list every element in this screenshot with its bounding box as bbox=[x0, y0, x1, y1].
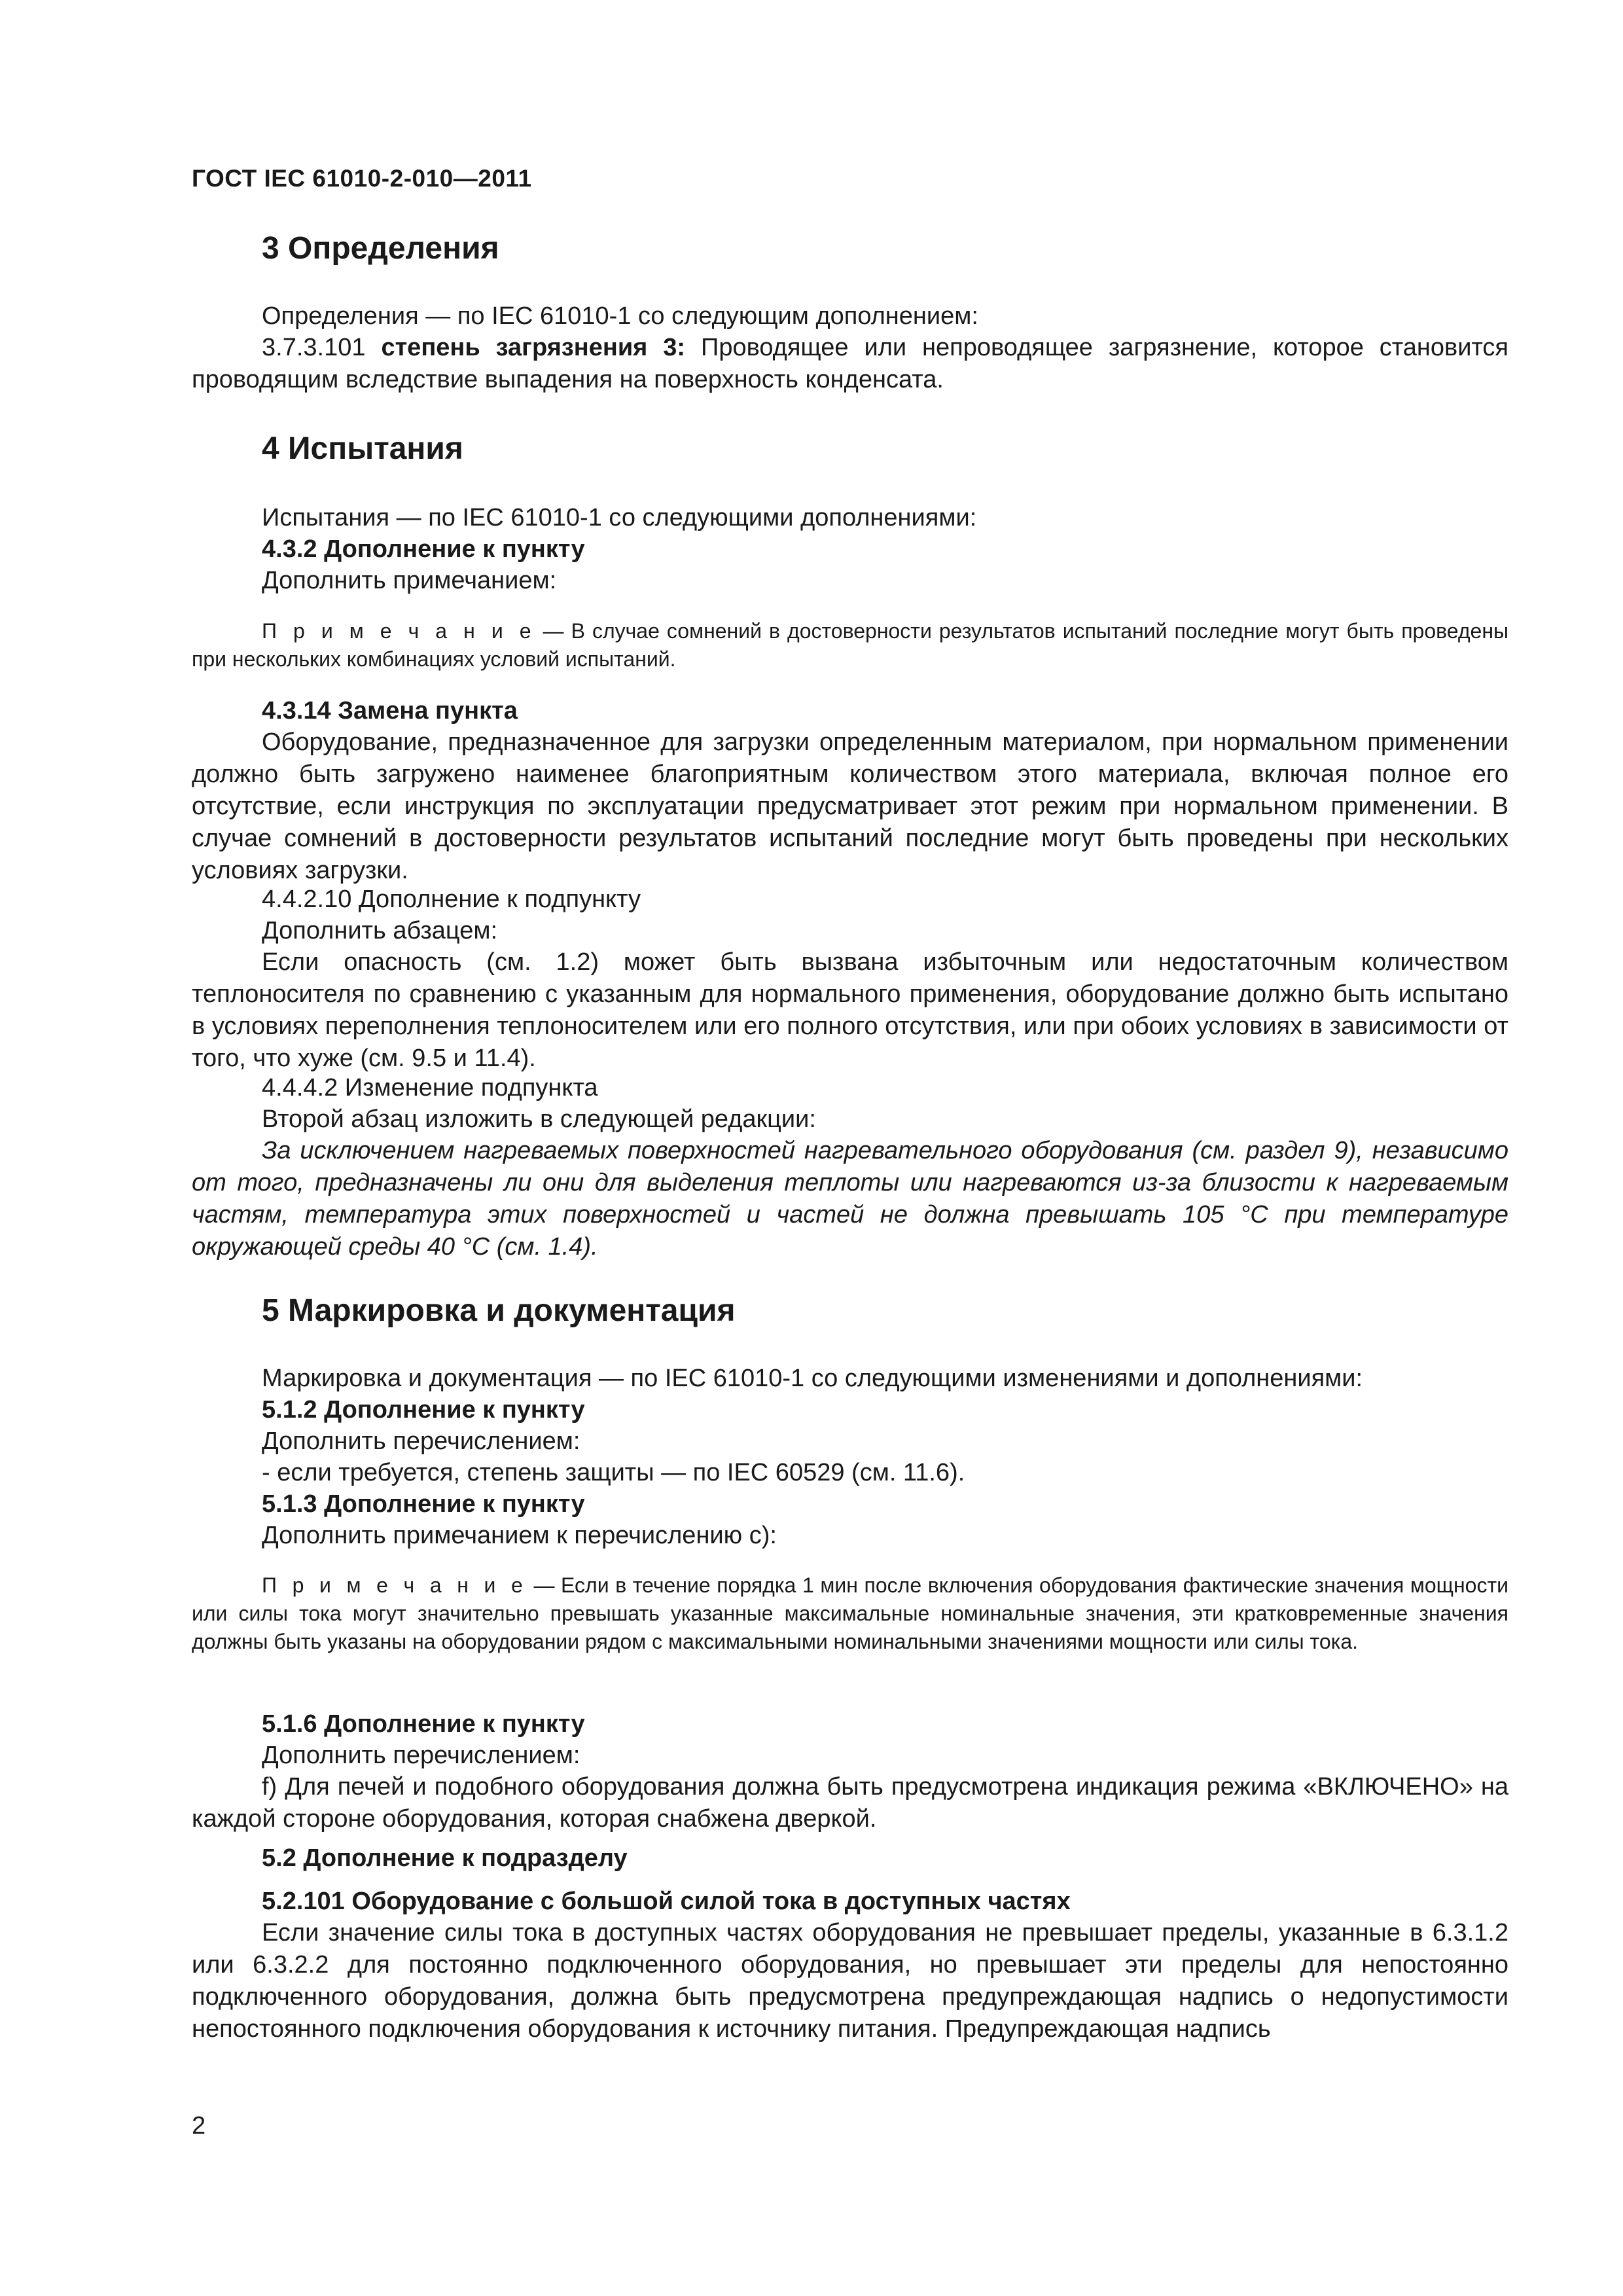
page-number: 2 bbox=[192, 2112, 206, 2140]
note-4-3-2 bbox=[192, 617, 1508, 673]
clause-4-4-4-2-text: За исключением нагреваемых поверхностей нагревательного оборудования (см. раздел 9), независимо от того, предназначены ли они для выделения теплоты или нагреваются из-за близости к нагреваемым частям, температура этих поверхностей и частей не должна превышать 105 °С при температуре окружающей среды 40 °С (см. 1.4). bbox=[192, 1137, 1508, 1261]
clause-4-4-4-2-heading: 4.4.4.2 Изменение подпункта bbox=[262, 1074, 598, 1102]
section-3-title: 3 Определения bbox=[262, 231, 499, 266]
clause-5-1-3-heading: 5.1.3 Дополнение к пункту bbox=[262, 1490, 585, 1518]
clause-5-1-6-intro: Дополнить перечислением: bbox=[262, 1742, 580, 1769]
clause-5-1-6-heading: 5.1.6 Дополнение к пункту bbox=[262, 1710, 585, 1738]
note-text: — В случае сомнений в достоверности результатов испытаний последние могут быть проведены при нескольких комбинациях условий испытаний. bbox=[192, 619, 1509, 671]
definition-term: степень загрязнения 3: bbox=[381, 334, 686, 361]
definition-3-7-3-101 bbox=[192, 332, 1508, 396]
section-4-title: 4 Испытания bbox=[262, 431, 463, 466]
clause-5-1-2-heading: 5.1.2 Дополнение к пункту bbox=[262, 1396, 585, 1424]
clause-4-3-14-text: Оборудование, предназначенное для загрузки определенным материалом, при нормальном применении должно быть загружено наименее благоприятным количеством этого материала, включая полное его отсутствие, если инструкция по эксплуатации предусматривает этот режим при нормальном применении. В случае сомнений в достоверности результатов испытаний последние могут быть проведены при нескольких условиях загрузки. bbox=[192, 728, 1508, 884]
definition-text: Проводящее или непроводящее загрязнение, которое становится проводящим вследствие выпадения на поверхность конденсата. bbox=[192, 334, 1508, 393]
clause-5-2-heading: 5.2 Дополнение к подразделу bbox=[262, 1844, 628, 1872]
clause-5-1-2-item: - если требуется, степень защиты — по IEC 60529 (см. 11.6). bbox=[262, 1459, 965, 1486]
clause-5-2-101-heading: 5.2.101 Оборудование с большой силой тока в доступных частях bbox=[262, 1888, 1071, 1915]
definition-number: 3.7.3.101 bbox=[262, 334, 382, 361]
note-label: П р и м е ч а н и е bbox=[262, 1573, 527, 1597]
clause-5-2-101-text: Если значение силы тока в доступных частях оборудования не превышает пределы, указанные в 6.3.1.2 или 6.3.2.2 для постоянно подключенного оборудования, но превышает эти пределы для непостоянно подключенного оборудования, должна быть предусмотрена предупреждающая надпись о недопустимости непостоянного подключения оборудования к источнику питания. Предупреждающая надпись bbox=[192, 1919, 1508, 2043]
clause-4-3-2-heading: 4.3.2 Дополнение к пункту bbox=[262, 535, 585, 563]
section-3-intro: Определения — по IEC 61010-1 со следующим дополнением: bbox=[262, 302, 978, 330]
note-label: П р и м е ч а н и е bbox=[262, 619, 536, 643]
clause-4-3-14-heading: 4.3.14 Замена пункта bbox=[262, 697, 518, 725]
clause-4-4-4-2-intro: Второй абзац изложить в следующей редакции: bbox=[262, 1105, 816, 1133]
note-5-1-3 bbox=[192, 1571, 1508, 1656]
note-text: — Если в течение порядка 1 мин после включения оборудования фактические значения мощности или силы тока могут значительно превышать указанные максимальные номинальные значения, эти кратковременные значения должны быть указаны на оборудовании рядом с максимальными номинальными значениями мощности или силы тока. bbox=[192, 1573, 1509, 1653]
clause-5-1-6-text: f) Для печей и подобного оборудования должна быть предусмотрена индикация режима «ВКЛЮЧЕНО» на каждой стороне оборудования, которая снабжена дверкой. bbox=[192, 1773, 1508, 1833]
clause-5-1-2-intro: Дополнить перечислением: bbox=[262, 1427, 580, 1455]
document-header: ГОСТ IEC 61010-2-010—2011 bbox=[192, 165, 532, 192]
clause-4-4-2-10-heading: 4.4.2.10 Дополнение к подпункту bbox=[262, 886, 641, 913]
clause-4-4-2-10-text: Если опасность (см. 1.2) может быть вызвана избыточным или недостаточным количеством теплоносителя по сравнению с указанным для нормального применения, оборудование должно быть испытано в условиях переполнения теплоносителем или его полного отсутствия, или при обоих условиях в зависимости от того, что хуже (см. 9.5 и 11.4). bbox=[192, 948, 1508, 1072]
section-5-title: 5 Маркировка и документация bbox=[262, 1293, 736, 1328]
clause-4-3-2-text: Дополнить примечанием: bbox=[262, 567, 557, 594]
clause-5-1-3-intro: Дополнить примечанием к перечислению с): bbox=[262, 1522, 777, 1549]
section-5-intro: Маркировка и документация — по IEC 61010-1 со следующими изменениями и дополнениями: bbox=[262, 1365, 1363, 1392]
section-4-intro: Испытания — по IEC 61010-1 со следующими дополнениями: bbox=[262, 504, 977, 531]
clause-4-4-2-10-intro: Дополнить абзацем: bbox=[262, 917, 498, 944]
